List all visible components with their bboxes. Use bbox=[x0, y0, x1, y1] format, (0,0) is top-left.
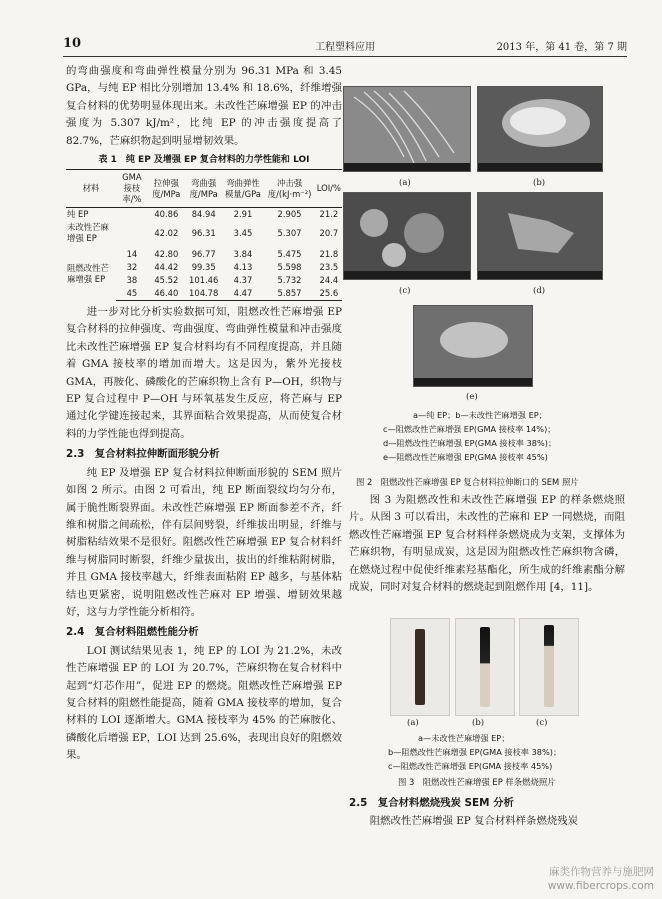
table-cell: 96.31 bbox=[191, 227, 216, 238]
watermark-line: 麻类作物营养与施肥网 bbox=[549, 866, 654, 878]
paragraph: 图 3 为阻燃改性和未改性芒麻增强 EP 的样条燃烧照片。从图 3 可以看出，未改性的芒麻和 EP 一同燃烧，而阻燃改性芒麻增强 EP 复合材料样条燃烧成为支架，支撑体为芒麻织物，有明显成炭，这是因为阻燃改性芒麻织物含磷，在燃烧过程中促使纤维素羟基酯化，所生成的纤维素酯分解成炭，同时对复合材料的燃烧起到阻燃作用 [4，11]。 bbox=[349, 494, 625, 594]
table-cell: 20.7 bbox=[319, 227, 339, 238]
subfigure-label: (e) bbox=[466, 392, 478, 402]
sem-image-c bbox=[343, 192, 471, 280]
table-cell: 45 bbox=[116, 287, 148, 301]
table-cell: 32 bbox=[126, 262, 138, 273]
table-row bbox=[66, 208, 342, 222]
table-header-row bbox=[66, 170, 342, 208]
table-cell: 未改性芒麻增强 EP bbox=[67, 222, 109, 244]
table-header: 弯曲弹性模量/GPa bbox=[223, 170, 264, 208]
legend-line: c—阻燃改性芒麻增强 EP(GMA 接枝率 45%) bbox=[388, 761, 553, 771]
legend-line: c—阻燃改性芒麻增强 EP(GMA 接枝率 14%)； bbox=[383, 424, 556, 434]
legend-line: e—阻燃改性芒麻增强 EP(GMA 接枝率 45%) bbox=[383, 452, 548, 462]
table-cell: 101.46 bbox=[189, 275, 219, 286]
table-cell: 4.37 bbox=[233, 275, 253, 286]
legend-line: d—阻燃改性芒麻增强 EP(GMA 接枝率 38%)； bbox=[383, 438, 557, 448]
table-cell: 21.8 bbox=[319, 249, 339, 260]
subfigure-label: (d) bbox=[533, 286, 546, 296]
table-cell: 2.91 bbox=[233, 209, 253, 220]
figure-2-legend bbox=[383, 408, 623, 464]
paragraph: 进一步对比分析实验数据可知，阻燃改性芒麻增强 EP 复合材料的拉伸强度、弯曲强度、弯曲弹性模量和冲击强度比未改性芒麻增强 EP 复合材料均有不同程度提高，并且随着 GMA 接枝率的增加而增大。这是因为，紫外光接枝 GMA，再胺化、磷酸化的芒麻织物上含有 P—OH，织物与 EP 复合过程中 P—OH 与环氧基发生反应，将芒麻与 EP 通过化学键连接起来，其界面粘合效果提高，从而使复合材料的力学性能也得到提高。 bbox=[66, 306, 342, 440]
figure-3-caption: 图 3 阻燃改性芒麻增强 EP 样条燃烧照片 bbox=[398, 777, 556, 787]
table-cell: 24.4 bbox=[319, 275, 339, 286]
table-cell: 96.77 bbox=[191, 249, 216, 260]
table-cell: 5.857 bbox=[263, 287, 315, 301]
legend-line: a—纯 EP；b—未改性芒麻增强 EP； bbox=[413, 410, 547, 420]
table-cell: 5.598 bbox=[277, 262, 302, 273]
subfigure-label: (c) bbox=[536, 718, 548, 728]
table-cell: 14 bbox=[126, 249, 138, 260]
paragraph: 阻燃改性芒麻增强 EP 复合材料样条燃烧残炭 bbox=[369, 815, 579, 828]
table-caption: 表 1 纯 EP 及增强 EP 复合材料的力学性能和 LOI bbox=[98, 155, 310, 166]
journal-name: 工程塑料应用 bbox=[315, 42, 375, 53]
issue-info: 2013 年，第 41 卷，第 7 期 bbox=[496, 42, 627, 53]
table-cell: 5.732 bbox=[277, 275, 302, 286]
table-cell: 21.2 bbox=[319, 209, 339, 220]
table-cell: 5.307 bbox=[277, 227, 302, 238]
burn-photo-b bbox=[455, 618, 515, 716]
table-cell: 42.02 bbox=[154, 227, 179, 238]
right-column-text bbox=[349, 492, 625, 596]
table-header: GMA 接枝率/% bbox=[116, 170, 148, 208]
table-row bbox=[66, 245, 342, 261]
table-cell: 40.86 bbox=[154, 209, 179, 220]
table-cell: 84.94 bbox=[191, 209, 216, 220]
subfigure-label: (b) bbox=[533, 178, 546, 188]
table-cell: 104.78 bbox=[185, 287, 223, 301]
table-cell bbox=[116, 208, 148, 222]
paragraph: 纯 EP 及增强 EP 复合材料拉伸断面形貌的 SEM 照片如图 2 所示。由图 2 可看出，纯 EP 断面裂纹均匀分布，属于脆性断裂界面。未改性芒麻增强 EP 断面参差不齐，纤维和树脂之间疏松，伴有层间劈裂，纤维拔出明显，纤维与树脂粘结效果不是很好。阻燃改性芒麻增强 EP 复合材料纤维与树脂同时断裂，纤维少量拔出，拔出的纤维粘附树脂，并且 GMA 接枝率越大，纤维表面粘附 EP 越多，与基体粘结也更紧密，说明阻燃改性芒麻对 EP 增强、增韧效果越好，这与力学性能分析相符。 bbox=[66, 466, 342, 618]
sem-image-b bbox=[477, 86, 603, 172]
legend-line: b—阻燃改性芒麻增强 EP(GMA 接枝率 38%)； bbox=[388, 747, 562, 757]
left-column bbox=[66, 63, 342, 765]
table-header: LOI/% bbox=[316, 170, 342, 208]
table-cell: 99.35 bbox=[191, 262, 216, 273]
table-header: 拉伸强度/MPa bbox=[148, 170, 185, 208]
table-cell: 3.45 bbox=[233, 227, 253, 238]
table-cell: 46.40 bbox=[148, 287, 185, 301]
table-cell: 4.13 bbox=[233, 262, 253, 273]
table-cell: 23.5 bbox=[319, 262, 339, 273]
table-cell: 5.475 bbox=[277, 249, 302, 260]
table-cell: 44.42 bbox=[154, 262, 179, 273]
table-cell bbox=[116, 221, 148, 245]
section-heading: 2.5 复合材料燃烧残炭 SEM 分析 bbox=[349, 797, 514, 809]
table-header: 弯曲强度/MPa bbox=[185, 170, 223, 208]
sem-image-d bbox=[477, 192, 603, 280]
header-rule bbox=[63, 56, 627, 57]
sem-image-e bbox=[413, 305, 533, 387]
table-row bbox=[66, 221, 342, 245]
table-cell: 38 bbox=[126, 275, 138, 286]
watermark bbox=[548, 865, 654, 893]
table-cell: 3.84 bbox=[233, 249, 253, 260]
table-group-label: 阻燃改性芒麻增强 EP bbox=[67, 263, 109, 285]
table-cell: 42.80 bbox=[154, 249, 179, 260]
table-cell: 25.6 bbox=[316, 287, 342, 301]
paragraph: 的弯曲强度和弯曲弹性模量分别为 96.31 MPa 和 3.45 GPa，与纯 EP 相比分别增加 13.4% 和 18.6%，纤维增强复合材料的优势明显体现出来。未改性芒麻增强 EP 的冲击强度为 5.307 kJ/m²，比纯 EP 的冲击强度提高了 82.7%，芒麻织物起到明显增韧效果。 bbox=[66, 65, 342, 147]
paragraph: LOI 测试结果见表 1，纯 EP 的 LOI 为 21.2%，未改性芒麻增强 EP 的 LOI 为 20.7%，芒麻织物在复合材料中起到“灯芯作用”，促进 EP 的燃烧。阻燃改性芒麻增强 EP 复合材料的阻燃性能提高，随着 GMA 接枝率的增加，复合材料的 LOI 逐渐增大。GMA 接枝率为 45% 的芒麻胺化、磷酸化后增强 EP，LOI 达到 25.6%，表现出良好的阻燃效果。 bbox=[66, 644, 342, 762]
table-header: 材料 bbox=[66, 170, 116, 208]
table-cell: 45.52 bbox=[154, 275, 179, 286]
subfigure-label: (a) bbox=[399, 178, 411, 188]
figure-3-legend bbox=[388, 731, 628, 773]
burn-photo-c bbox=[519, 618, 579, 716]
fracture-texture bbox=[344, 87, 470, 171]
subfigure-label: (c) bbox=[399, 286, 411, 296]
section-heading: 2.3 复合材料拉伸断面形貌分析 bbox=[66, 448, 220, 461]
properties-table bbox=[66, 169, 342, 301]
right-column-text-2 bbox=[349, 792, 625, 831]
table-cell: 2.905 bbox=[277, 209, 302, 220]
running-header bbox=[63, 36, 627, 56]
legend-line: a—未改性芒麻增强 EP； bbox=[418, 733, 510, 743]
table-cell: 4.47 bbox=[223, 287, 264, 301]
table-header: 冲击强度/(kJ·m⁻²) bbox=[263, 170, 315, 208]
figure-2-caption: 图 2 阻燃改性芒麻增强 EP 复合材料拉伸断口的 SEM 照片 bbox=[356, 477, 579, 487]
subfigure-label: (a) bbox=[407, 718, 419, 728]
page-number: 10 bbox=[63, 36, 82, 51]
table-cell: 纯 EP bbox=[67, 209, 89, 220]
watermark-line: www.fibercrops.com bbox=[547, 880, 654, 892]
section-heading: 2.4 复合材料阻燃性能分析 bbox=[66, 626, 199, 639]
burn-photo-a bbox=[390, 618, 450, 716]
subfigure-label: (b) bbox=[472, 718, 485, 728]
sem-image-a bbox=[343, 86, 471, 172]
